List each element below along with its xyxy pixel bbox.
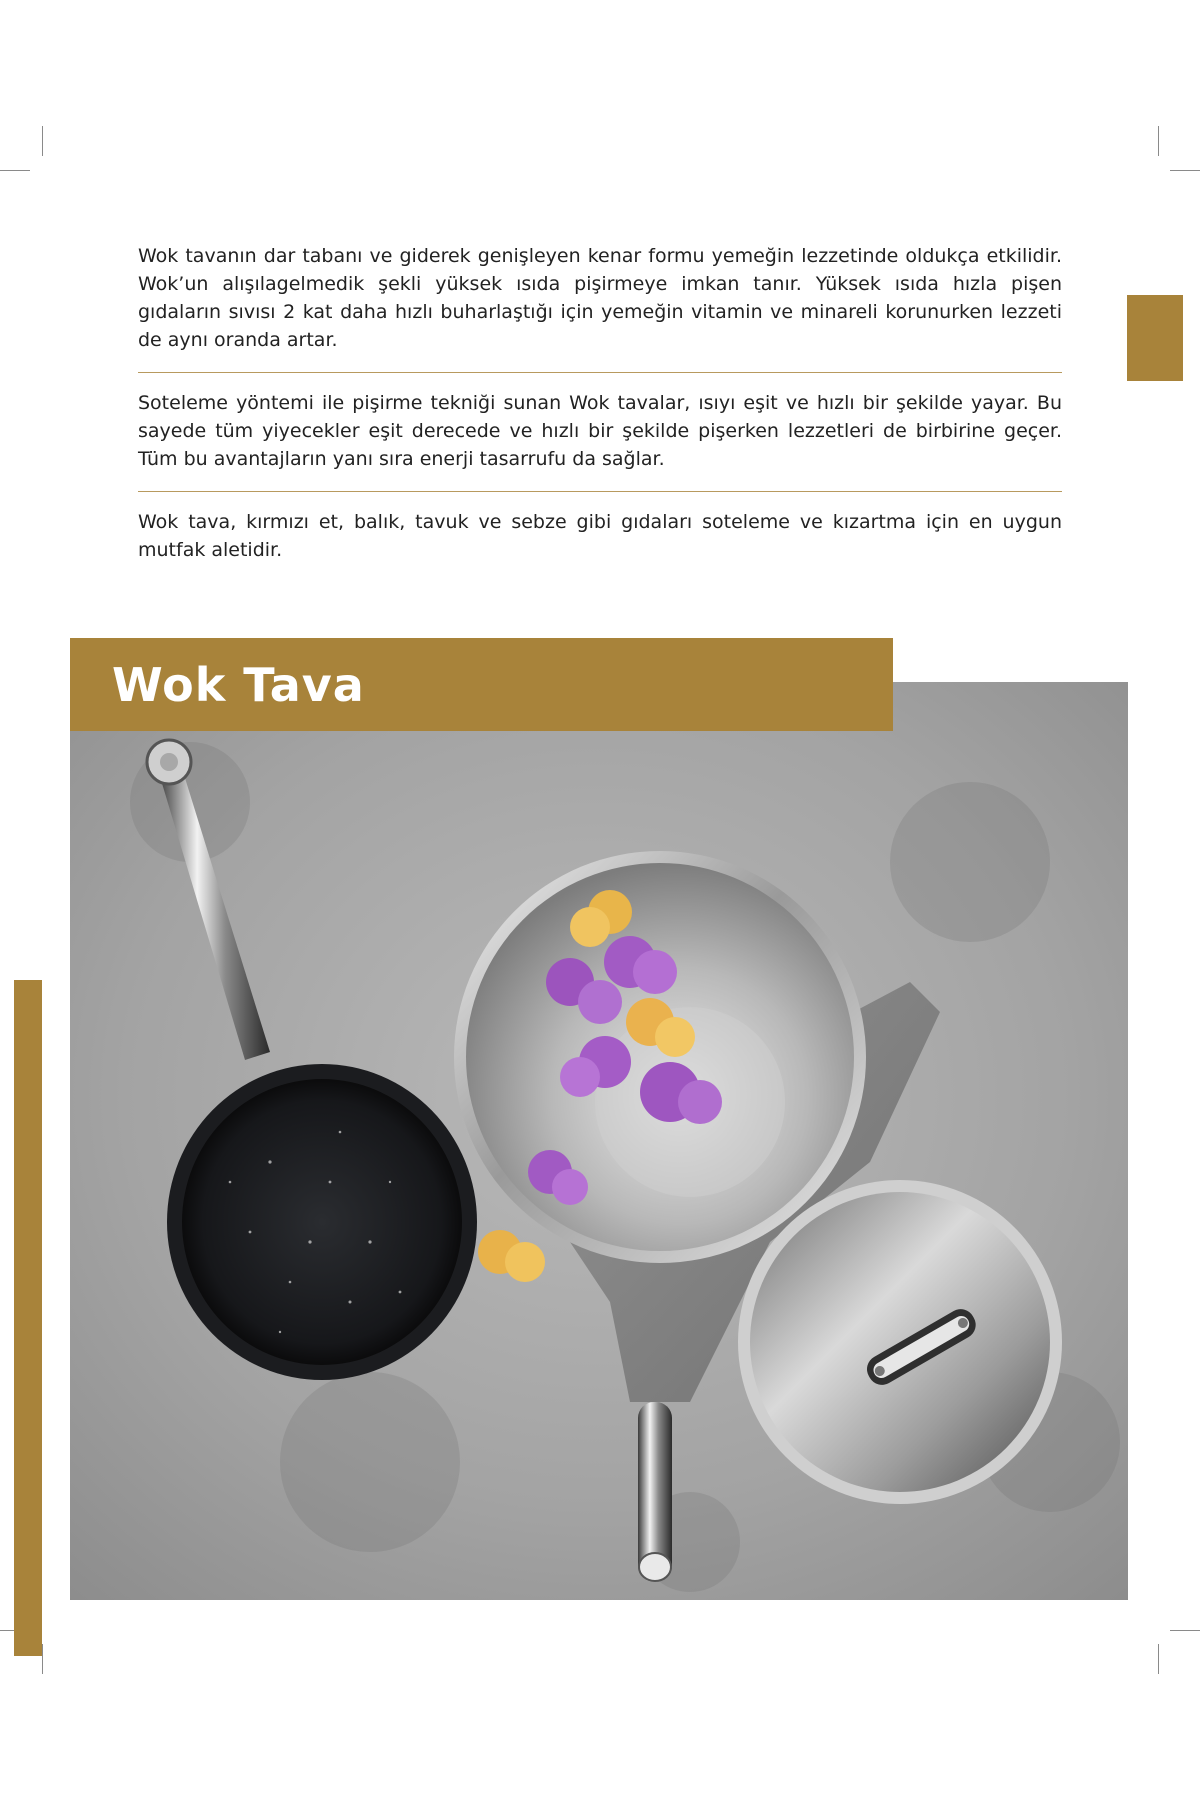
crop-mark-top-right-v bbox=[1158, 126, 1159, 156]
page-tab-marker bbox=[1127, 295, 1183, 381]
crop-mark-top-left-h bbox=[0, 170, 30, 171]
crop-mark-bottom-left-v bbox=[42, 1644, 43, 1674]
divider-2 bbox=[138, 491, 1062, 492]
section-title: Wok Tava bbox=[112, 657, 365, 712]
paragraph-1: Wok tavanın dar tabanı ve giderek genişleyen kenar formu yemeğin lezzetinde oldukça etkilidir. Wok’un alışılagelmedik şekli yüksek ısıda pişirmeye imkan tanır. Yüksek ısıda hızla pişen gıdaların sıvısı 2 kat daha hızlı buharlaştığı için yemeğin vitamin ve minareli korunurken lezzeti de aynı oranda artar. bbox=[138, 245, 1062, 351]
paragraph-3: Wok tava, kırmızı et, balık, tavuk ve sebze gibi gıdaları soteleme ve kızartma için en uygun mutfak aletidir. bbox=[138, 511, 1062, 561]
section-title-band bbox=[70, 638, 893, 731]
intro-text bbox=[138, 242, 1062, 564]
paragraph-2: Soteleme yöntemi ile pişirme tekniği sunan Wok tavalar, ısıyı eşit ve hızlı bir şekilde yayar. Bu sayede tüm yiyecekler eşit derecede ve hızlı bir şekilde pişerken lezzetleri de birbirine geçer. Tüm bu avantajların yanı sıra enerji tasarrufu da sağlar. bbox=[138, 392, 1062, 470]
crop-mark-bottom-right-h bbox=[1170, 1630, 1200, 1631]
crop-mark-top-left-v bbox=[42, 126, 43, 156]
wok-lid bbox=[738, 1180, 1062, 1504]
product-photo bbox=[70, 682, 1128, 1600]
left-accent-bar bbox=[14, 980, 42, 1656]
crop-mark-bottom-right-v bbox=[1158, 1644, 1159, 1674]
crop-mark-top-right-h bbox=[1170, 170, 1200, 171]
divider-1 bbox=[138, 372, 1062, 373]
